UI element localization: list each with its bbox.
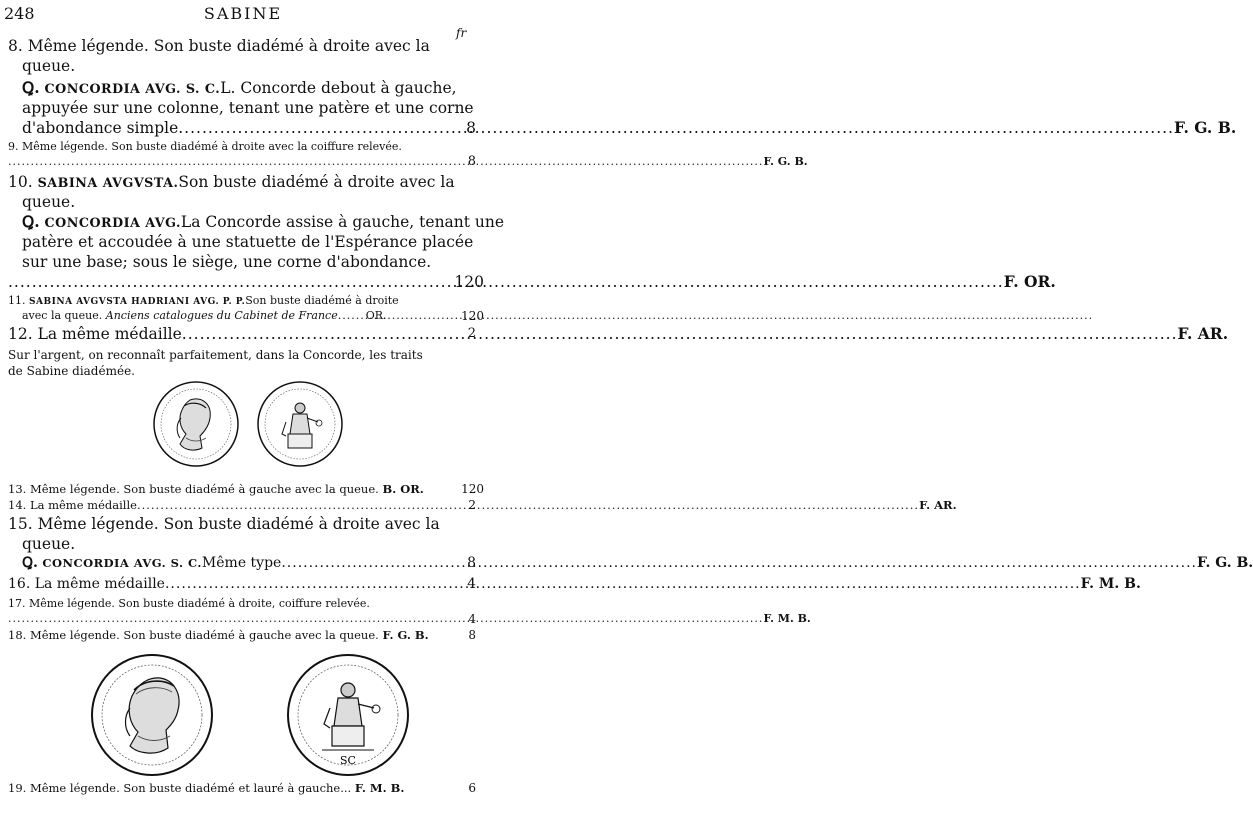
grade: B. OR. [382, 482, 424, 496]
coin-legend: SABINA AVGVSTA. [37, 175, 179, 190]
entry-text: d'abondance simple [22, 119, 179, 137]
dot-leader [281, 554, 1197, 573]
price: 4 [467, 576, 476, 592]
dot-leader [8, 155, 763, 169]
entry-8 [8, 36, 446, 76]
entry-17 [8, 597, 811, 627]
coin-legend: CONCORDIA AVG. [44, 215, 181, 230]
entry-line: queue. [22, 193, 76, 211]
entry-9 [8, 140, 808, 170]
entry-14 [8, 498, 957, 513]
entry-number: 10. [8, 173, 33, 191]
reverse-mark: Ꝗ. [22, 555, 38, 571]
coin-reverse [258, 382, 342, 466]
coin-legend: CONCORDIA AVG. S. C. [44, 81, 221, 96]
coin-legend: CONCORDIA AVG. S. C. [42, 556, 202, 570]
grade: F. G. B. [763, 155, 808, 168]
dot-leader [182, 324, 1178, 344]
grade: F. M. B. [354, 781, 405, 795]
dot-leader [178, 118, 1174, 138]
dot-leader [338, 309, 366, 323]
entry-text: 16. La même médaille [8, 576, 165, 592]
entry-line: 8. Même légende. Son buste diadémé à droite avec la [8, 37, 430, 55]
price: 8 [468, 628, 476, 642]
entry-line: appuyée sur une colonne, tenant une patère et une corne [22, 99, 474, 117]
price: 120 [454, 273, 484, 291]
editorial-note [8, 347, 446, 379]
reverse-mark: Ꝗ. [22, 78, 40, 97]
entry-text: avec la queue. [22, 309, 103, 322]
grade: F. OR. [1003, 272, 1056, 291]
grade: F. G. B. [1196, 555, 1253, 571]
entry-line: patère et accoudée à une statuette de l'Espérance placée [22, 233, 474, 251]
price: 120 [461, 482, 484, 496]
price: 2 [468, 498, 476, 512]
coin-illustration-small [150, 378, 350, 470]
entry-line: sur une base; sous le siège, une corne d'abondance. [22, 253, 432, 271]
entry-text: La Concorde assise à gauche, tenant une [180, 213, 505, 231]
entry-line: 9. Même légende. Son buste diadémé à droite avec la coiffure relevée. [8, 140, 402, 153]
entry-text: L. Concorde debout à gauche, [220, 79, 457, 97]
entry-11 [8, 294, 484, 324]
running-title: SABINE [203, 4, 283, 23]
entry-15-reverse [8, 554, 1253, 573]
entry-text: 12. La même médaille [8, 325, 182, 343]
coin-reverse [288, 655, 408, 775]
note-line: Sur l'argent, on reconnaît parfaitement, dans la Concorde, les traits [8, 348, 423, 362]
entry-text: 14. La même médaille [8, 498, 137, 512]
entry-line: 15. Même légende. Son buste diadémé à droite avec la [8, 515, 440, 533]
price: 8 [467, 154, 476, 169]
coin-obverse [154, 382, 238, 466]
entry-line: queue. [22, 57, 76, 75]
entry-8-reverse [8, 78, 1237, 138]
entry-10 [8, 172, 455, 212]
page-number: 248 [4, 4, 35, 23]
dot-leader [137, 498, 919, 512]
grade: F. AR. [919, 498, 957, 512]
source-citation: Anciens catalogues du Cabinet de France [105, 309, 338, 322]
entry-19 [8, 781, 476, 796]
entry-18 [8, 628, 476, 643]
entry-text: 18. Même légende. Son buste diadémé à gauche avec la queue. [8, 628, 379, 642]
entry-13 [8, 482, 484, 497]
grade: F. M. B. [763, 612, 811, 625]
grade: F. G. B. [1174, 118, 1237, 137]
coin-exergue: SC [340, 754, 356, 767]
entry-12 [8, 324, 1229, 344]
dot-leader [8, 612, 763, 626]
entry-line: queue. [22, 535, 76, 553]
reverse-mark: Ꝗ. [22, 212, 40, 231]
grade: F. AR. [1177, 324, 1229, 343]
price: 8 [467, 555, 476, 571]
dot-leader [165, 575, 1081, 594]
entry-15 [8, 514, 446, 554]
grade: F. G. B. [382, 628, 429, 642]
price: 4 [468, 612, 476, 626]
entry-line: 17. Même légende. Son buste diadémé à droite, coiffure relevée. [8, 597, 370, 610]
entry-text: 19. Même légende. Son buste diadémé et lauré à gauche... [8, 781, 352, 795]
note-line: de Sabine diadémée. [8, 364, 135, 378]
entry-text: Son buste diadémé à droite [245, 294, 399, 307]
entry-text: Son buste diadémé à droite avec la [178, 173, 455, 191]
coin-obverse [92, 655, 212, 775]
price: 8 [466, 119, 476, 137]
coin-legend: SABINA AVGVSTA HADRIANI AVG. P. P. [29, 297, 246, 307]
price: 2 [467, 326, 476, 341]
entry-text: Même type [201, 555, 282, 571]
grade: F. M. B. [1080, 576, 1141, 592]
price: 120 [461, 309, 484, 323]
price: 6 [468, 781, 476, 795]
grade: OR. [365, 309, 387, 322]
entry-text: 13. Même légende. Son buste diadémé à gauche avec la queue. [8, 482, 379, 496]
entry-16 [8, 575, 1141, 594]
entry-10-reverse [8, 212, 1056, 292]
dot-leader [8, 272, 1004, 292]
entry-number: 11. [8, 294, 26, 307]
coin-illustration-large [82, 650, 418, 780]
corner-mark: fr [456, 26, 467, 40]
